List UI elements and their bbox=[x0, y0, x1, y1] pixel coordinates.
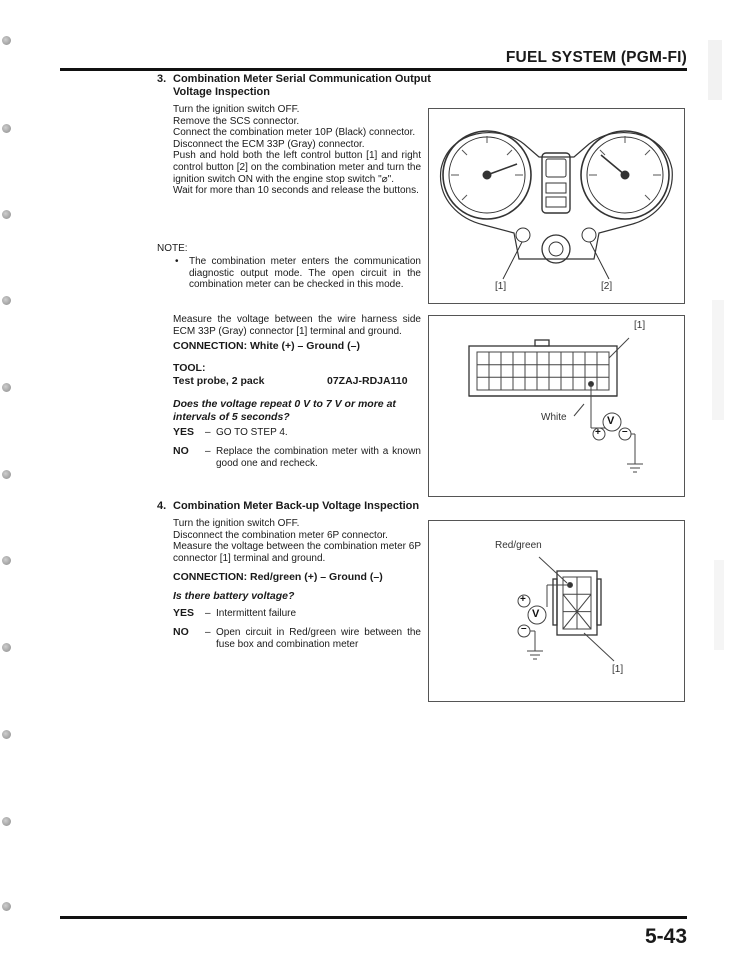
punch-hole bbox=[2, 817, 11, 826]
callout-2: [2] bbox=[601, 281, 613, 292]
voltmeter-symbol: V bbox=[532, 608, 540, 620]
callout-1: [1] bbox=[612, 664, 624, 675]
instruction: Turn the ignition switch OFF. bbox=[173, 104, 300, 115]
step3-measure: Measure the voltage between the wire harness side ECM 33P (Gray) connector [1] terminal and ground. bbox=[173, 314, 421, 337]
tool-label: TOOL: bbox=[173, 362, 206, 374]
note-text: The combination meter enters the communication diagnostic output mode. The open circuit in the combination meter can be checked in this mode. bbox=[189, 256, 421, 291]
scan-noise bbox=[712, 300, 724, 420]
instruction: Turn the ignition switch OFF. bbox=[173, 518, 300, 529]
instruction: Remove the SCS connector. bbox=[173, 115, 300, 127]
tool-number: 07ZAJ-RDJA110 bbox=[327, 375, 408, 387]
punch-hole bbox=[2, 902, 11, 911]
yes-text: GO TO STEP 4. bbox=[216, 427, 288, 438]
header-rule bbox=[60, 68, 687, 71]
wire-label-white: White bbox=[541, 412, 567, 423]
wire-label-red-green: Red/green bbox=[495, 540, 542, 551]
instruction: Connect the combination meter 10P (Black) connector. bbox=[173, 127, 416, 139]
step3-connection: CONNECTION: White (+) – Ground (–) bbox=[173, 340, 360, 352]
plus-terminal: + bbox=[520, 594, 526, 605]
no-text: Replace the combination meter with a known good one and recheck. bbox=[216, 446, 421, 469]
instruction: Disconnect the ECM 33P (Gray) connector. bbox=[173, 138, 365, 150]
section-title: FUEL SYSTEM (PGM-FI) bbox=[505, 49, 687, 66]
instruction: Disconnect the combination meter 6P connector. bbox=[173, 529, 388, 541]
ecm-connector-diagram bbox=[429, 316, 684, 496]
figure-backup-connector bbox=[428, 520, 685, 702]
punch-hole bbox=[2, 124, 11, 133]
step3-question: Does the voltage repeat 0 V to 7 V or more at intervals of 5 seconds? bbox=[173, 398, 396, 423]
voltmeter-symbol: V bbox=[607, 415, 615, 427]
instruction: Measure the voltage between the combination meter 6P connector [1] terminal and ground. bbox=[173, 541, 421, 564]
step4-question: Is there battery voltage? bbox=[173, 590, 295, 602]
callout-1: [1] bbox=[495, 281, 507, 292]
punch-hole bbox=[2, 383, 11, 392]
punch-hole bbox=[2, 210, 11, 219]
step3-number: 3. bbox=[157, 73, 167, 85]
punch-hole bbox=[2, 730, 11, 739]
step4-title: Combination Meter Back-up Voltage Inspection bbox=[173, 500, 420, 512]
instruction: Push and hold both the left control button [1] and right control button [2] on the combination meter and turn the ignition switch ON with the engine stop switch "⌀". bbox=[173, 150, 421, 185]
figure-combination-meter bbox=[428, 108, 685, 304]
dash: – bbox=[205, 608, 211, 619]
tool-block bbox=[173, 362, 421, 388]
dash: – bbox=[205, 627, 211, 638]
instruction: Wait for more than 10 seconds and release the buttons. bbox=[173, 185, 419, 197]
punch-hole bbox=[2, 643, 11, 652]
dash: – bbox=[205, 427, 211, 438]
punch-hole bbox=[2, 296, 11, 305]
minus-terminal: – bbox=[521, 623, 527, 634]
tool-name: Test probe, 2 pack bbox=[173, 375, 265, 387]
plus-terminal: + bbox=[595, 427, 601, 438]
page-number: 5-43 bbox=[644, 925, 687, 948]
yes-text: Intermittent failure bbox=[216, 608, 297, 619]
figure-ecm-connector bbox=[428, 315, 685, 497]
meter-illustration bbox=[429, 109, 684, 303]
no-label: NO bbox=[173, 445, 189, 457]
punch-hole bbox=[2, 36, 11, 45]
yes-label: YES bbox=[173, 426, 195, 438]
no-label: NO bbox=[173, 626, 189, 638]
step3-title: Combination Meter Serial Communication Output Voltage Inspection bbox=[173, 73, 431, 98]
note-label: NOTE: bbox=[157, 243, 188, 254]
dash: – bbox=[205, 446, 211, 457]
footer-rule bbox=[60, 916, 687, 919]
punch-hole bbox=[2, 556, 11, 565]
step4-number: 4. bbox=[157, 500, 167, 512]
no-text: Open circuit in Red/green wire between the fuse box and combination meter bbox=[216, 627, 421, 650]
step4-instructions bbox=[173, 518, 421, 564]
yes-label: YES bbox=[173, 607, 195, 619]
punch-hole bbox=[2, 470, 11, 479]
minus-terminal: – bbox=[622, 426, 628, 437]
step3-instructions bbox=[173, 104, 421, 197]
bullet: • bbox=[175, 256, 179, 267]
step4-connection: CONNECTION: Red/green (+) – Ground (–) bbox=[173, 571, 383, 583]
scan-noise bbox=[714, 560, 724, 650]
backup-connector-diagram bbox=[429, 521, 684, 701]
scan-noise bbox=[708, 40, 722, 100]
callout-1: [1] bbox=[634, 320, 646, 331]
